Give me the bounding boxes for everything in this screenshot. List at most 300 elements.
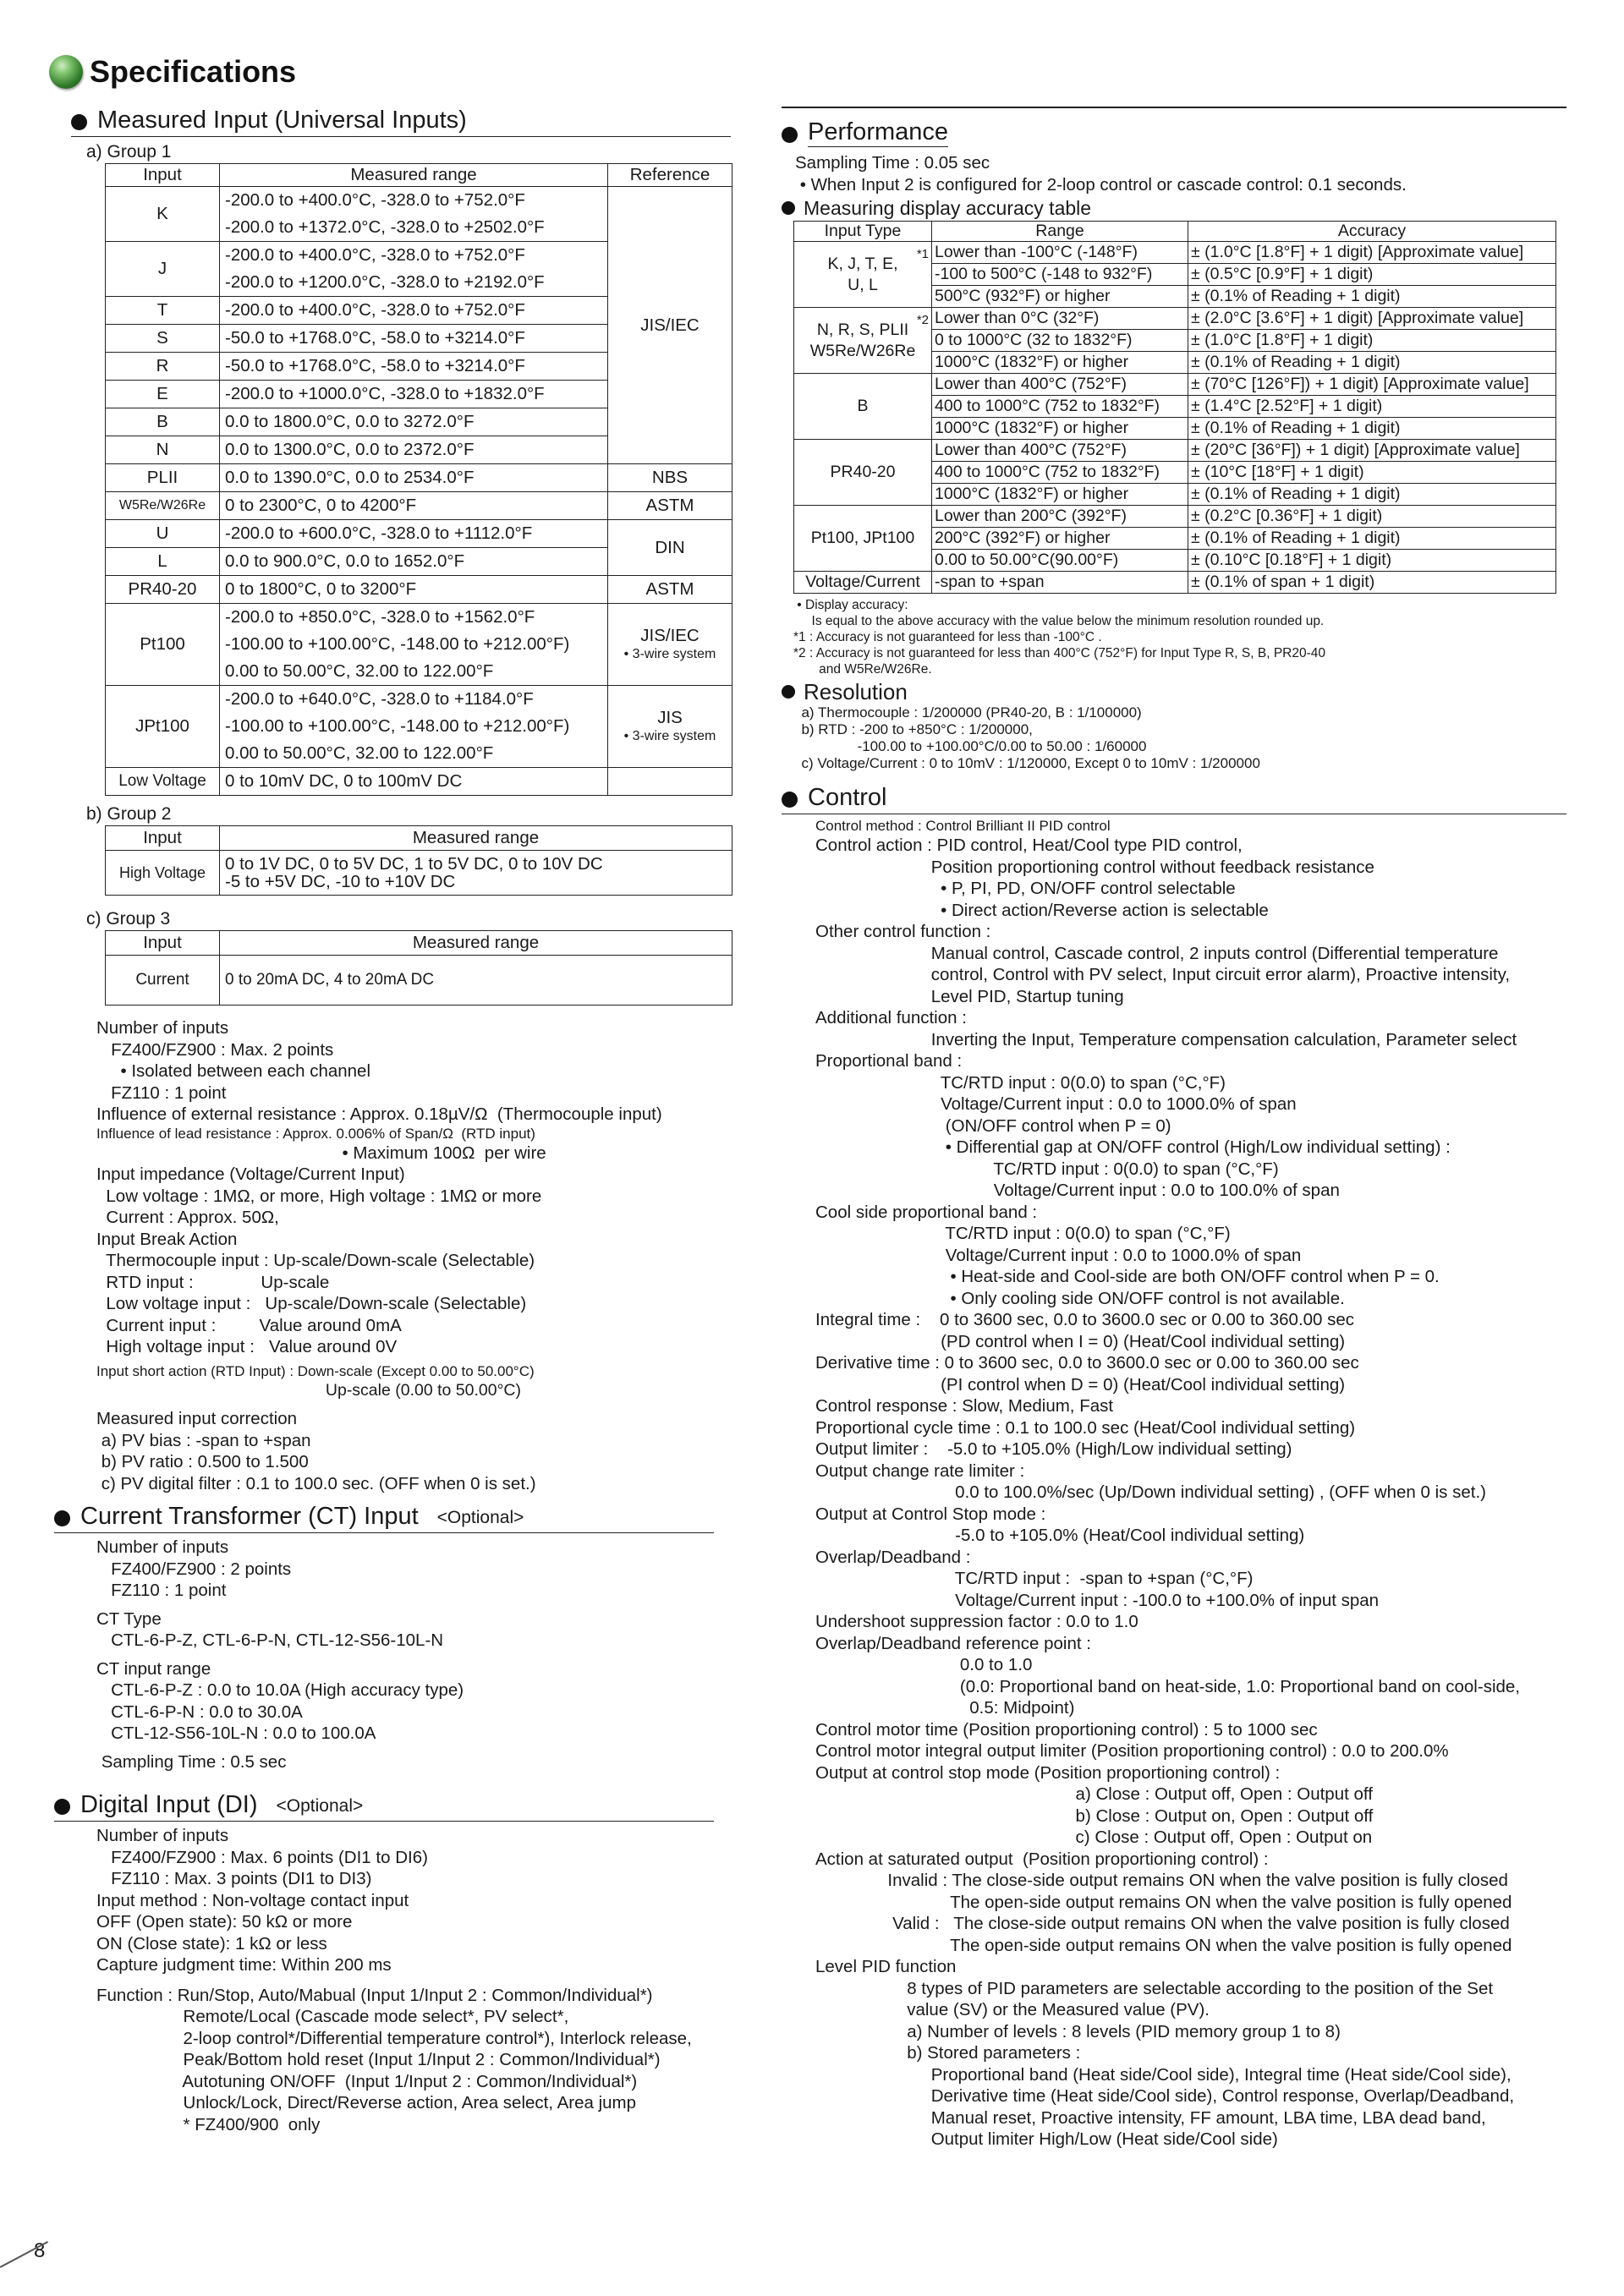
input-type-cell: Pt100 [106,604,220,686]
text-line: CT Type [96,1608,162,1629]
reference-note: • 3-wire system [623,729,716,743]
group3-label: c) Group 3 [86,909,171,929]
text-line: Manual reset, Proactive intensity, FF amount, LBA time, LBA dead band, [815,2107,1486,2128]
range-cell: -100 to 500°C (-148 to 932°F) [932,264,1188,286]
bullet-icon [71,114,87,130]
accuracy-cell: ± (70°C [126°F]) + 1 digit) [Approximate value] [1188,374,1556,396]
footnote-mark: *2 [916,313,929,327]
text-line: Derivative time : 0 to 3600 sec, 0.0 to 3600.0 sec or 0.00 to 360.00 sec [815,1353,1359,1373]
column-header: Input Type [794,222,932,242]
table-row [794,572,1556,594]
range-cell [220,576,608,604]
text-line: Number of inputs [96,1826,229,1845]
range-cell: Lower than 400°C (752°F) [932,440,1188,462]
section-title: Digital Input (DI) [80,1791,258,1818]
subsection-title: Measuring display accuracy table [804,197,1092,219]
input-type-line: Pt100, JPt100 [810,529,915,547]
text-line: Autotuning ON/OFF (Input 1/Input 2 : Common/Individual*) [96,2071,638,2091]
control-method: Control method : Control Brilliant II PID control [815,818,1111,834]
input-type-line: U, L [848,275,878,294]
left-column [71,107,754,2135]
text-line: Low voltage input : Up-scale/Down-scale (Selectable) [96,1294,527,1313]
text-line: CT input range [96,1658,211,1679]
accuracy-table [793,221,1556,594]
section-title: Current Transformer (CT) Input [80,1503,419,1530]
table-row [106,520,732,548]
text-line: Manual control, Cascade control, 2 inputs control (Differential temperature [815,943,1499,963]
text-line: Output at control stop mode (Position proportioning control) : [815,1762,1281,1783]
range-cell [220,325,608,353]
text-line: • Isolated between each channel [96,1061,371,1081]
text-line: Sampling Time : 0.05 sec [795,153,990,173]
input-type-cell: PR40-20 [106,576,220,604]
text-line: Input method : Non-voltage contact input [96,1890,409,1910]
input-type-cell [794,572,932,594]
range-cell [220,520,608,548]
text-line: Level PID function [815,1957,957,1976]
range-line: 0.0 to 1300.0°C, 0.0 to 2372.0°F [225,440,475,459]
text-line: FZ400/FZ900 : Max. 2 points [96,1039,334,1060]
reference-cell [608,686,732,768]
text-line: Voltage/Current input : -100.0 to +100.0% of input span [815,1590,1380,1610]
text-line: -5.0 to +105.0% (Heat/Cool individual setting) [815,1526,1305,1545]
resolution-lines [793,704,1566,772]
reference-cell [608,604,732,686]
short-action: Up-scale (0.00 to 50.00°C) [96,1380,521,1400]
group3-table [105,930,732,1006]
table-row [794,242,1556,264]
accuracy-cell: ± (1.4°C [2.52°F] + 1 digit) [1188,396,1556,418]
range-cell: 500°C (932°F) or higher [932,286,1188,308]
range-cell: 0 to 1000°C (32 to 1832°F) [932,330,1188,352]
text-line: Thermocouple input : Up-scale/Down-scale (Selectable) [96,1251,535,1270]
table-cell [220,851,732,896]
text-line: • Heat-side and Cool-side are both ON/OFF control when P = 0. [815,1267,1440,1286]
text-line: ON (Close state): 1 kΩ or less [96,1933,327,1954]
text-line: Overlap/Deadband reference point : [815,1633,1091,1653]
short-action: Input short action (RTD Input) : Down-scale (Except 0.00 to 50.00°C) [96,1362,535,1379]
text-line: b) PV ratio : 0.500 to 1.500 [96,1452,309,1471]
performance-lines [795,152,1566,195]
group2-label: b) Group 2 [86,804,172,824]
input-type-cell [794,440,932,506]
range-cell [220,297,608,325]
accuracy-cell: ± (0.1% of Reading + 1 digit) [1188,352,1556,374]
digital-input-header [54,1791,714,1822]
text-line: Input Break Action [96,1229,238,1249]
accuracy-cell: ± (1.0°C [1.8°F] + 1 digit) [Approximate value] [1188,242,1556,264]
input-type-line: B [857,397,869,415]
input-type-cell: Low Voltage [106,768,220,796]
text-line: TC/RTD input : 0(0.0) to span (°C,°F) [815,1224,1231,1243]
footnote-mark: *1 [916,247,929,261]
table-cell: 0 to 20mA DC, 4 to 20mA DC [220,956,732,1006]
table-row [106,576,732,604]
text-line: (PD control when I = 0) (Heat/Cool individual setting) [815,1331,1346,1351]
text-line: • Maximum 100Ω per wire [96,1143,546,1163]
text-line: Voltage/Current input : 0.0 to 1000.0% of span [815,1245,1302,1265]
input-type-cell: J [106,242,220,297]
text-line: Input impedance (Voltage/Current Input) [96,1164,405,1184]
range-line: 0 to 1V DC, 0 to 5V DC, 1 to 5V DC, 0 to 10V DC [225,854,603,874]
range-line: 0.0 to 1800.0°C, 0.0 to 3272.0°F [225,412,475,431]
text-line: Output at Control Stop mode : [815,1504,1046,1524]
range-cell: Lower than 400°C (752°F) [932,374,1188,396]
text-line: Capture judgment time: Within 200 ms [96,1955,392,1975]
reference-cell [608,492,732,520]
text-line: Control response : Slow, Medium, Fast [815,1396,1114,1416]
reference-cell [608,464,732,492]
text-line: The open-side output remains ON when the valve position is fully opened [815,1935,1512,1955]
text-line: c) Close : Output off, Open : Output on [815,1827,1373,1847]
text-line: Function : Run/Stop, Auto/Mabual (Input 1/Input 2 : Common/Individual*) [96,1985,653,2005]
range-line: -200.0 to +1372.0°C, -328.0 to +2502.0°F [225,217,545,237]
text-line: TC/RTD input : 0(0.0) to span (°C,°F) [815,1072,1226,1093]
page-title-text: Specifications [90,54,297,89]
accuracy-notes [793,597,1566,677]
table-row [106,768,732,796]
text-line: • P, PI, PD, ON/OFF control selectable [815,879,1236,898]
reference-text: ASTM [645,496,694,515]
input-type-cell [794,374,932,440]
column-header: Measured range [220,931,732,956]
text-line: Current : Approx. 50Ω, [96,1208,279,1227]
bullet-icon [54,1799,70,1815]
reference-cell [608,520,732,576]
text-line: Control motor integral output limiter (Position proportioning control) : 0.0 to 200.0% [815,1741,1449,1761]
bullet-icon [782,201,795,215]
text-line: 0.5: Midpoint) [815,1698,1075,1718]
range-cell [220,436,608,464]
input-type-cell [794,242,932,308]
input-details [96,1017,754,1494]
range-line: -100.00 to +100.00°C, -148.00 to +212.00°F) [225,716,570,736]
text-line: Number of inputs [96,1018,229,1038]
performance-header [782,107,1566,149]
text-line: Influence of external resistance : Approx. 0.18µV/Ω (Thermocouple input) [96,1104,662,1124]
accuracy-cell: ± (0.5°C [0.9°F] + 1 digit) [1188,264,1556,286]
table-row [106,464,732,492]
reference-cell [608,576,732,604]
text-line: c) PV digital filter : 0.1 to 100.0 sec. (OFF when 0 is set.) [96,1473,536,1493]
input-type-cell: T [106,297,220,325]
reference-text: JIS [657,708,683,727]
input-type-cell: S [106,325,220,353]
text-line: -100.00 to +100.00°C/0.00 to 50.00 : 1/60000 [793,738,1147,754]
right-column [782,107,1566,2151]
group1-label: a) Group 1 [86,142,172,162]
input-type-cell: E [106,381,220,408]
text-line: CTL-6-P-Z, CTL-6-P-N, CTL-12-S56-10L-N [96,1630,444,1650]
text-line: Level PID, Startup tuning [815,986,1124,1006]
range-cell [220,768,608,796]
accuracy-cell: ± (10°C [18°F] + 1 digit) [1188,462,1556,484]
range-line: -100.00 to +100.00°C, -148.00 to +212.00°F) [225,634,570,654]
range-cell: 1000°C (1832°F) or higher [932,352,1188,374]
range-line: -200.0 to +400.0°C, -328.0 to +752.0°F [225,300,525,320]
text-line: The open-side output remains ON when the valve position is fully opened [815,1892,1512,1912]
table-row [794,506,1556,528]
range-cell [220,187,608,242]
text-line: Inverting the Input, Temperature compensation calculation, Parameter select [815,1029,1517,1049]
page-title [49,49,296,95]
accuracy-cell: ± (0.1% of Reading + 1 digit) [1188,418,1556,440]
range-line: -200.0 to +850.0°C, -328.0 to +1562.0°F [225,607,535,627]
text-line: Position proportioning control without feedback resistance [815,857,1374,877]
input-type-cell [794,308,932,374]
reference-cell [608,768,732,796]
text-line: (ON/OFF control when P = 0) [815,1115,1171,1136]
range-line: -200.0 to +400.0°C, -328.0 to +752.0°F [225,190,525,210]
range-line: -200.0 to +1200.0°C, -328.0 to +2192.0°F [225,272,545,292]
ct-input-header [54,1503,714,1533]
text-line: Unlock/Lock, Direct/Reverse action, Area select, Area jump [96,2093,637,2112]
ct-sampling: Sampling Time : 0.5 sec [96,1751,287,1772]
text-line: Output limiter High/Low (Heat side/Cool side) [815,2129,1278,2149]
column-header: Measured range [220,826,732,851]
column-header: Reference [608,164,732,187]
range-cell [220,464,608,492]
page-number: 8 [34,2239,46,2262]
accuracy-cell: ± (0.1% of span + 1 digit) [1188,572,1556,594]
text-line: Current input : Value around 0mA [96,1315,402,1335]
text-line: Is equal to the above accuracy with the value below the minimum resolution rounded up. [793,614,1325,628]
optional-tag: <Optional> [276,1796,364,1816]
column-header: Input [106,931,220,956]
input-type-cell: K [106,187,220,242]
text-line: (PI control when D = 0) (Heat/Cool individual setting) [815,1374,1346,1395]
text-line: FZ400/FZ900 : 2 points [96,1559,292,1579]
input-type-line: Voltage/Current [805,573,920,591]
text-line: RTD input : Up-scale [96,1272,330,1292]
text-line: Derivative time (Heat side/Cool side), Control response, Overlap/Deadband, [815,2086,1515,2106]
table-row [794,440,1556,462]
green-ball-icon [49,55,83,89]
input-type-line: K, J, T, E, [827,254,898,273]
text-line: Other control function : [815,922,991,941]
control-header [782,784,1566,814]
text-line: Proportional cycle time : 0.1 to 100.0 sec (Heat/Cool individual setting) [815,1417,1356,1438]
group2-table [105,825,732,896]
text-line: Action at saturated output (Position proportioning control) : [815,1849,1269,1869]
range-line: -200.0 to +600.0°C, -328.0 to +1112.0°F [225,523,533,543]
reference-text: ASTM [645,579,694,599]
accuracy-cell: ± (0.1% of Reading + 1 digit) [1188,528,1556,550]
group1-table [105,163,732,796]
text-line: b) RTD : -200 to +850°C : 1/200000, [793,721,1033,737]
text-line: High voltage input : Value around 0V [96,1337,398,1356]
range-line: 0 to 10mV DC, 0 to 100mV DC [225,771,463,791]
column-header: Accuracy [1188,222,1556,242]
text-line: Proportional band : [815,1051,963,1071]
text-line: OFF (Open state): 50 kΩ or more [96,1912,353,1932]
input-type-cell: N [106,436,220,464]
text-line: Remote/Local (Cascade mode select*, PV select*, [96,2007,569,2026]
text-line: Proportional band (Heat side/Cool side), Integral time (Heat side/Cool side), [815,2064,1512,2085]
text-line: • Only cooling side ON/OFF control is not available. [815,1288,1345,1308]
input-type-cell [794,506,932,572]
table-row [106,604,732,686]
reference-cell [608,187,732,464]
table-cell: High Voltage [106,851,220,896]
range-cell: 0.00 to 50.00°C(90.00°F) [932,550,1188,572]
text-line: 0.0 to 100.0%/sec (Up/Down individual setting) , (OFF when 0 is set.) [815,1482,1486,1502]
range-cell [220,242,608,297]
input-type-cell: U [106,520,220,548]
input-type-cell: PLII [106,464,220,492]
range-cell: -span to +span [932,572,1188,594]
text-line: Undershoot suppression factor : 0.0 to 1.0 [815,1612,1138,1631]
table-row [106,492,732,520]
accuracy-cell: ± (2.0°C [3.6°F] + 1 digit) [Approximate value] [1188,308,1556,330]
text-line: Control action : PID control, Heat/Cool type PID control, [815,836,1243,855]
subsection-title: Resolution [804,679,908,704]
section-title: Measured Input (Universal Inputs) [97,107,467,134]
text-line: b) Close : Output on, Open : Output off [815,1806,1374,1826]
input-type-line: PR40-20 [830,463,896,481]
table-row [794,374,1556,396]
range-cell [220,548,608,576]
text-line: Number of inputs [96,1537,229,1557]
text-line: TC/RTD input : 0(0.0) to span (°C,°F) [815,1159,1279,1179]
text-line: CTL-12-S56-10L-N : 0.0 to 100.0A [96,1723,376,1743]
text-line: Integral time : 0 to 3600 sec, 0.0 to 3600.0 sec or 0.00 to 360.00 sec [815,1310,1355,1329]
text-line: TC/RTD input : -span to +span (°C,°F) [815,1569,1254,1588]
range-line: 0.0 to 900.0°C, 0.0 to 1652.0°F [225,551,465,571]
text-line: (0.0: Proportional band on heat-side, 1.0: Proportional band on cool-side, [815,1676,1520,1696]
text-line: CTL-6-P-Z : 0.0 to 10.0A (High accuracy type) [96,1680,464,1700]
range-cell: Lower than 0°C (32°F) [932,308,1188,330]
reference-text: NBS [651,468,689,487]
range-line: 0.00 to 50.00°C, 32.00 to 122.00°F [225,661,494,681]
text-line: FZ110 : 1 point [96,1581,227,1600]
text-line: 2-loop control*/Differential temperature control*), Interlock release, [96,2028,692,2048]
column-header: Range [932,222,1188,242]
text-line: Voltage/Current input : 0.0 to 1000.0% of span [815,1094,1297,1114]
text-line: Measured input correction [96,1409,298,1428]
text-line: Overlap/Deadband : [815,1547,971,1567]
input-type-line: W5Re/W26Re [809,341,916,360]
range-line: 0 to 2300°C, 0 to 4200°F [225,496,417,515]
range-line: -200.0 to +1000.0°C, -328.0 to +1832.0°F [225,384,545,403]
range-cell [220,381,608,408]
text-line: Output limiter : -5.0 to +105.0% (High/Low individual setting) [815,1439,1292,1459]
text-line: FZ110 : 1 point [96,1082,227,1103]
text-line: • Display accuracy: [793,598,908,612]
text-line: CTL-6-P-N : 0.0 to 30.0A [96,1701,303,1722]
text-line: value (SV) or the Measured value (PV). [815,2000,1210,2019]
ct-details [96,1537,754,1773]
text-line: control, Control with PV select, Input circuit error alarm), Proactive intensity, [815,965,1511,984]
range-cell [220,492,608,520]
column-header: Measured range [220,164,608,187]
text-line: Peak/Bottom hold reset (Input 1/Input 2 : Common/Individual*) [96,2050,661,2069]
reference-text: JIS/IEC [640,315,700,335]
text-line: FZ400/FZ900 : Max. 6 points (DI1 to DI6) [96,1847,428,1867]
accuracy-cell: ± (1.0°C [1.8°F] + 1 digit) [1188,330,1556,352]
text-line: Control motor time (Position proportioning control) : 5 to 1000 sec [815,1719,1318,1740]
text-line: Valid : The close-side output remains ON when the valve position is fully closed [815,1914,1510,1933]
accuracy-cell: ± (0.1% of Reading + 1 digit) [1188,484,1556,506]
range-cell: 1000°C (1832°F) or higher [932,418,1188,440]
resolution-subheader [782,679,1566,704]
range-cell: 400 to 1000°C (752 to 1832°F) [932,462,1188,484]
input-type-cell: W5Re/W26Re [106,492,220,520]
bullet-icon [782,127,798,143]
range-cell: Lower than 200°C (392°F) [932,506,1188,528]
table-row [794,308,1556,330]
input-type-cell: B [106,408,220,436]
measured-input-header [71,107,731,137]
text-line: Cool side proportional band : [815,1202,1038,1222]
range-cell: 400 to 1000°C (752 to 1832°F) [932,396,1188,418]
text-line: * FZ400/900 only [96,2114,321,2134]
accuracy-cell: ± (0.2°C [0.36°F] + 1 digit) [1188,506,1556,528]
text-line: a) Number of levels : 8 levels (PID memory group 1 to 8) [815,2021,1341,2041]
table-row [106,686,732,768]
optional-tag: <Optional> [436,1508,524,1527]
text-line: *1 : Accuracy is not guaranteed for less than -100°C . [793,630,1102,644]
table-cell: Current [106,956,220,1006]
reference-text: DIN [655,537,685,557]
text-line: • When Input 2 is configured for 2-loop control or cascade control: 0.1 seconds. [795,174,1407,195]
accuracy-cell: ± (20°C [36°F]) + 1 digit) [Approximate value] [1188,440,1556,462]
text-line: • Direct action/Reverse action is selectable [815,900,1269,920]
range-line: -50.0 to +1768.0°C, -58.0 to +3214.0°F [225,356,525,375]
range-line: 0 to 1800°C, 0 to 3200°F [225,579,417,599]
text-line: a) PV bias : -span to +span [96,1430,311,1450]
column-header: Input [106,826,220,851]
text-line: Voltage/Current input : 0.0 to 100.0% of span [815,1181,1340,1200]
reference-text: JIS/IEC [640,626,700,645]
range-cell: 200°C (392°F) or higher [932,528,1188,550]
bullet-icon [782,792,798,808]
text-line: 0.0 to 1.0 [815,1655,1033,1674]
control-details [815,818,1566,2151]
text-line: Output change rate limiter : [815,1460,1025,1481]
text-line: a) Close : Output off, Open : Output off [815,1784,1373,1804]
range-line: 0.0 to 1390.0°C, 0.0 to 2534.0°F [225,468,475,487]
range-cell [220,686,608,768]
text-line: Invalid : The close-side output remains ON when the valve position is fully closed [815,1871,1508,1890]
range-line: -5 to +5V DC, -10 to +10V DC [225,872,456,891]
accuracy-cell: ± (0.10°C [0.18°F] + 1 digit) [1188,550,1556,572]
reference-note: • 3-wire system [623,647,716,661]
accuracy-cell: ± (0.1% of Reading + 1 digit) [1188,286,1556,308]
column-header: Input [106,164,220,187]
range-cell [220,353,608,381]
input-type-cell: L [106,548,220,576]
text-line: b) Stored parameters : [815,2043,1081,2063]
section-title: Performance [808,118,949,145]
input-type-line: N, R, S, PLII [816,320,909,339]
range-line: -50.0 to +1768.0°C, -58.0 to +3214.0°F [225,328,525,348]
input-type-cell: JPt100 [106,686,220,768]
text-line: Additional function : [815,1008,967,1027]
range-line: -200.0 to +400.0°C, -328.0 to +752.0°F [225,245,525,265]
text-line: c) Voltage/Current : 0 to 10mV : 1/120000, Except 0 to 10mV : 1/200000 [793,755,1260,771]
input-type-cell: R [106,353,220,381]
range-cell: Lower than -100°C (-148°F) [932,242,1188,264]
section-title: Control [808,784,887,811]
di-details [96,1825,754,2135]
accuracy-subheader [782,195,1566,221]
bullet-icon [782,685,795,699]
text-line: • Differential gap at ON/OFF control (High/Low individual setting) : [815,1137,1451,1157]
text-line: Low voltage : 1MΩ, or more, High voltage : 1MΩ or more [96,1186,542,1206]
table-row [106,187,732,242]
bullet-icon [54,1510,70,1526]
